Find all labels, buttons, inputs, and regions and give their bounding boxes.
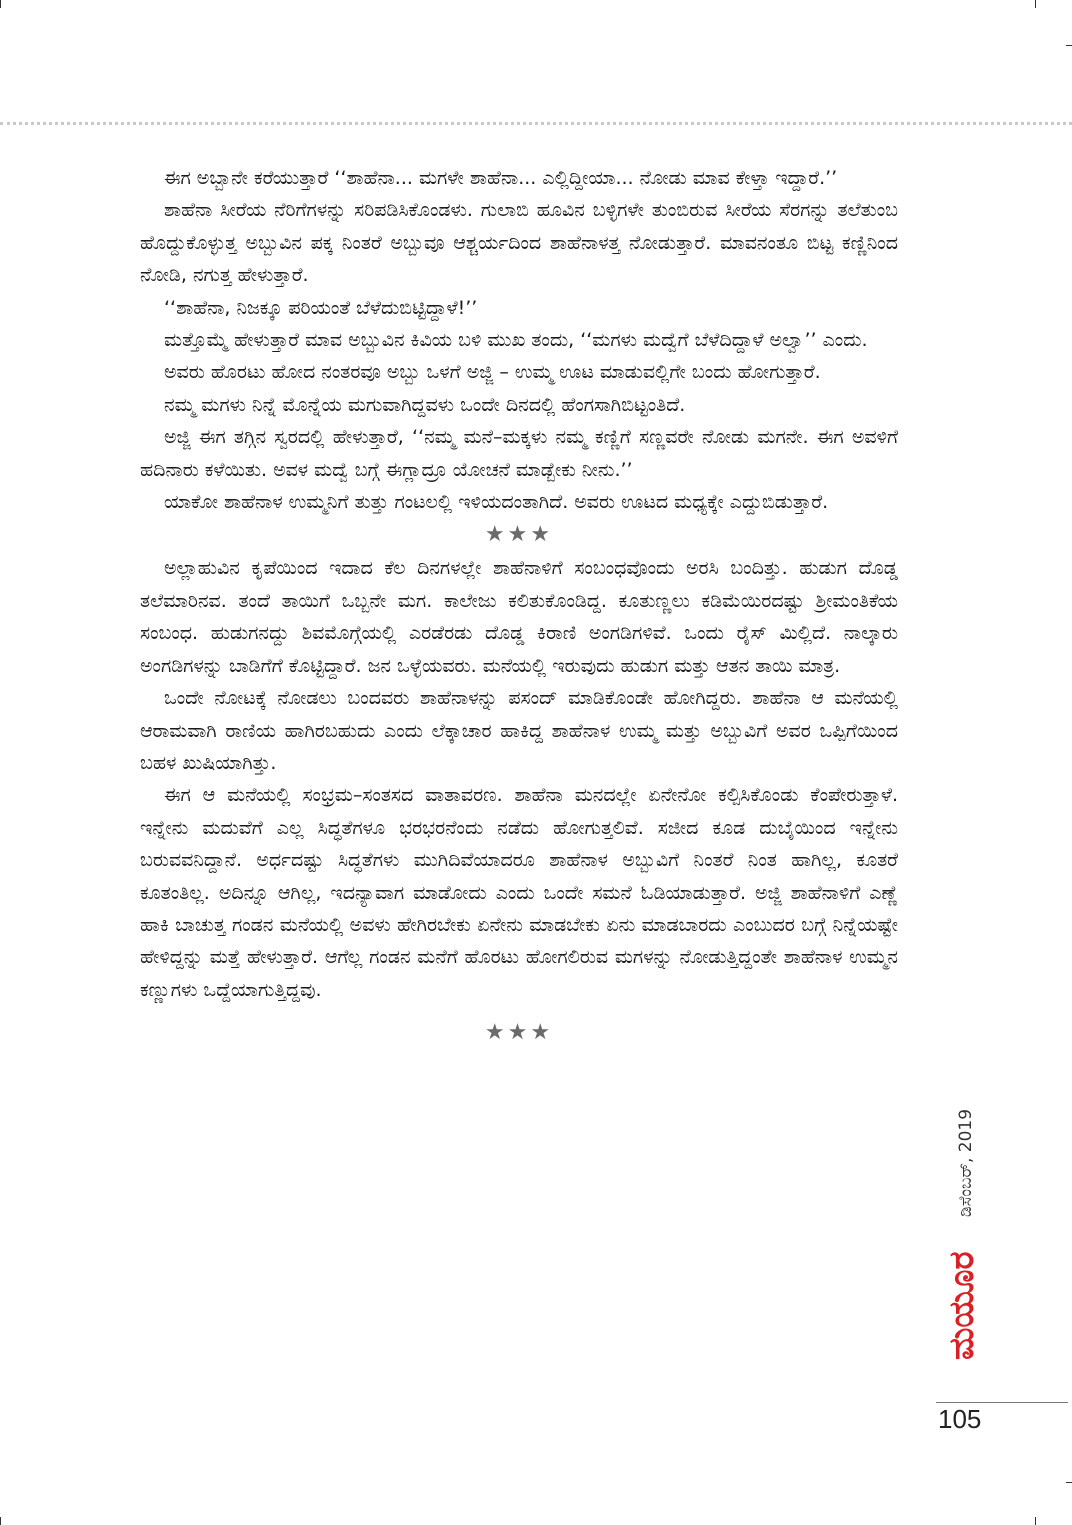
- page-number-rule: [936, 1402, 1068, 1403]
- paragraph: ‘‘ಶಾಹೆನಾ, ನಿಜಕ್ಕೂ ಪರಿಯಂತೆ ಬೆಳೆದುಬಿಟ್ಟಿದ್ದಾಳೆ!’’: [164, 296, 478, 319]
- paragraph: ನಮ್ಮ ಮಗಳು ನಿನ್ನೆ ಮೊನ್ನೆಯ ಮಗುವಾಗಿದ್ದವಳು ಒಂದೇ ದಿನದಲ್ಲಿ ಹೆಂಗಸಾಗಿಬಿಟ್ಟಂತಿದೆ.: [164, 393, 686, 416]
- crop-mark-right-upper: [1066, 45, 1072, 46]
- page-number: 105: [938, 1404, 982, 1434]
- paragraph: ಈಗ ಆ ಮನೆಯಲ್ಲಿ ಸಂಭ್ರಮ–ಸಂತಸದ ವಾತಾವರಣ. ಶಾಹೆನಾ ಮನದಲ್ಲೇ ಏನೇನೋ ಕಲ್ಪಿಸಿಕೊಂಡು ಕೆಂಪೇರುತ್ತಾಳೆ. ಇನ್ನೇನು ಮದುವೆಗೆ ಎಲ್ಲ ಸಿದ್ಧತೆಗಳೂ ಭರಭರನೆಂದು ನಡೆದು ಹೋಗುತ್ತಲಿವೆ. ಸಜೀದ ಕೂಡ ದುಬೈಯಿಂದ ಇನ್ನೇನು ಬರುವವನಿದ್ದಾನೆ. ಅರ್ಧದಷ್ಟು ಸಿದ್ಧತೆಗಳು ಮುಗಿದಿವೆಯಾದರೂ ಶಾಹೆನಾಳ ಅಬ್ಬುವಿಗೆ ನಿಂತರೆ ನಿಂತ ಹಾಗಿಲ್ಲ, ಕೂತರೆ ಕೂತಂತಿಲ್ಲ. ಅದಿನ್ನೂ ಆಗಿಲ್ಲ, ಇದನ್ಯಾವಾಗ ಮಾಡೋದು ಎಂದು ಒಂದೇ ಸಮನೆ ಓಡಿಯಾಡುತ್ತಾರೆ. ಅಜ್ಜಿ ಶಾಹೆನಾಳಿಗೆ ಎಣ್ಣೆ ಹಾಕಿ ಬಾಚುತ್ತ ಗಂಡನ ಮನೆಯಲ್ಲಿ ಅವಳು ಹೇಗಿರಬೇಕು ಏನೇನು ಮಾಡಬೇಕು ಏನು ಮಾಡಬಾರದು ಎಂಬುದರ ಬಗ್ಗೆ ನಿನ್ನೆಯಷ್ಟೇ ಹೇಳಿದ್ದನ್ನು ಮತ್ತೆ ಹೇಳುತ್ತಾರೆ. ಆಗೆಲ್ಲ ಗಂಡನ ಮನೆಗೆ ಹೊರಟು ಹೋಗಲಿರುವ ಮಗಳನ್ನು ನೋಡುತ್ತಿದ್ದಂತೇ ಶಾಹೆನಾಳ ಉಮ್ಮನ ಕಣ್ಣುಗಳು ಒದ್ದೆಯಾಗುತ್ತಿದ್ದವು.: [140, 784, 898, 1001]
- paragraph: ಅಲ್ಲಾಹುವಿನ ಕೃಪೆಯಿಂದ ಇದಾದ ಕೆಲ ದಿನಗಳಲ್ಲೇ ಶಾಹೆನಾಳಿಗೆ ಸಂಬಂಧವೊಂದು ಅರಸಿ ಬಂದಿತ್ತು. ಹುಡುಗ ದೊಡ್ಡ ತಲೆಮಾರಿನವ. ತಂದೆ ತಾಯಿಗೆ ಒಬ್ಬನೇ ಮಗ. ಕಾಲೇಜು ಕಲಿತುಕೊಂಡಿದ್ದ. ಕೂತುಣ್ಣಲು ಕಡಿಮೆಯಿರದಷ್ಟು ಶ್ರೀಮಂತಿಕೆಯ ಸಂಬಂಧ. ಹುಡುಗನದ್ದು ಶಿವಮೊಗ್ಗೆಯಲ್ಲಿ ಎರಡೆರಡು ದೊಡ್ಡ ಕಿರಾಣಿ ಅಂಗಡಿಗಳಿವೆ. ಒಂದು ರೈಸ್ ಮಿಲ್ಲಿದೆ. ನಾಲ್ಕಾರು ಅಂಗಡಿಗಳನ್ನು ಬಾಡಿಗೆಗೆ ಕೊಟ್ಟಿದ್ದಾರೆ. ಜನ ಒಳ್ಳೆಯವರು. ಮನೆಯಲ್ಲಿ ಇರುವುದು ಹುಡುಗ ಮತ್ತು ಆತನ ತಾಯಿ ಮಾತ್ರ.: [140, 557, 898, 677]
- section-separator: ★★★: [484, 522, 554, 548]
- paragraph: ಒಂದೇ ನೋಟಕ್ಕೆ ನೋಡಲು ಬಂದವರು ಶಾಹೆನಾಳನ್ನು ಪಸಂದ್ ಮಾಡಿಕೊಂಡೇ ಹೋಗಿದ್ದರು. ಶಾಹೆನಾ ಆ ಮನೆಯಲ್ಲಿ ಆರಾಮವಾಗಿ ರಾಣಿಯ ಹಾಗಿರಬಹುದು ಎಂದು ಲೆಕ್ಕಾಚಾರ ಹಾಕಿದ್ದ ಶಾಹೆನಾಳ ಉಮ್ಮ ಮತ್ತು ಅಬ್ಬುವಿಗೆ ಅವರ ಒಪ್ಪಿಗೆಯಿಂದ ಬಹಳ ಖುಷಿಯಾಗಿತ್ತು.: [140, 687, 898, 774]
- crop-mark-right-lower: [1066, 1482, 1072, 1483]
- paragraph: ಅವರು ಹೊರಟು ಹೋದ ನಂತರವೂ ಅಬ್ಬು ಒಳಗೆ ಅಜ್ಜಿ – ಉಮ್ಮ ಊಟ ಮಾಡುವಲ್ಲಿಗೇ ಬಂದು ಹೋಗುತ್ತಾರೆ.: [164, 361, 821, 384]
- paragraph: ಶಾಹೆನಾ ಸೀರೆಯ ನೆರಿಗೆಗಳನ್ನು ಸರಿಪಡಿಸಿಕೊಂಡಳು. ಗುಲಾಬಿ ಹೂವಿನ ಬಳ್ಳಿಗಳೇ ತುಂಬಿರುವ ಸೀರೆಯ ಸೆರಗನ್ನು ತಲೆತುಂಬ ಹೊದ್ದುಕೊಳ್ಳುತ್ತ ಅಬ್ಬುವಿನ ಪಕ್ಕ ನಿಂತರೆ ಅಬ್ಬುವೂ ಆಶ್ಚರ್ಯದಿಂದ ಶಾಹೆನಾಳತ್ತ ನೋಡುತ್ತಾರೆ. ಮಾವನಂತೂ ಬಿಟ್ಟ ಕಣ್ಣಿನಿಂದ ನೋಡಿ, ನಗುತ್ತ ಹೇಳುತ್ತಾರೆ.: [140, 199, 898, 287]
- paragraph: ಯಾಕೋ ಶಾಹೆನಾಳ ಉಮ್ಮನಿಗೆ ತುತ್ತು ಗಂಟಲಲ್ಲಿ ಇಳಿಯದಂತಾಗಿದೆ. ಅವರು ಊಟದ ಮಧ್ಯಕ್ಕೇ ಎದ್ದುಬಿಡುತ್ತಾರೆ.: [164, 491, 829, 514]
- end-separator: ★★★: [484, 1020, 554, 1046]
- crop-mark-bottom-left: [0, 1517, 1, 1525]
- crop-mark-bottom-right: [1035, 1517, 1036, 1525]
- paragraph: ಮತ್ತೊಮ್ಮೆ ಹೇಳುತ್ತಾರೆ ಮಾವ ಅಬ್ಬುವಿನ ಕಿವಿಯ ಬಳಿ ಮುಖ ತಂದು, ‘‘ಮಗಳು ಮದ್ವೆಗೆ ಬೆಳೆದಿದ್ದಾಳೆ ಅಲ್ವಾ’’ ಎಂದು.: [164, 329, 868, 352]
- paragraph: ಈಗ ಅಬ್ಬಾನೇ ಕರೆಯುತ್ತಾರೆ ‘‘ಶಾಹೆನಾ... ಮಗಳೇ ಶಾಹೆನಾ... ಎಲ್ಲಿದ್ದೀಯಾ... ನೋಡು ಮಾವ ಕೇಳ್ತಾ ಇದ್ದಾರೆ.’’: [164, 167, 838, 189]
- issue-date: ಡಿಸೆಂಬರ್, 2019: [956, 1108, 976, 1218]
- article-body: [140, 162, 898, 1050]
- magazine-logo: ಮಯೂರ: [942, 1251, 982, 1361]
- paragraph: ಅಜ್ಜಿ ಈಗ ತಗ್ಗಿನ ಸ್ವರದಲ್ಲಿ ಹೇಳುತ್ತಾರೆ, ‘‘ನಮ್ಮ ಮನೆ–ಮಕ್ಕಳು ನಮ್ಮ ಕಣ್ಣಿಗೆ ಸಣ್ಣವರೇ ನೋಡು ಮಗನೇ. ಈಗ ಅವಳಿಗೆ ಹದಿನಾರು ಕಳೆಯಿತು. ಅವಳ ಮದ್ವೆ ಬಗ್ಗೆ ಈಗ್ಲಾದ್ರೂ ಯೋಚನೆ ಮಾಡ್ಬೇಕು ನೀನು.’’: [140, 426, 898, 481]
- crop-mark-top-left: [0, 0, 1, 8]
- header-dotted-rule: [0, 122, 1072, 125]
- crop-mark-top-right: [1035, 0, 1036, 8]
